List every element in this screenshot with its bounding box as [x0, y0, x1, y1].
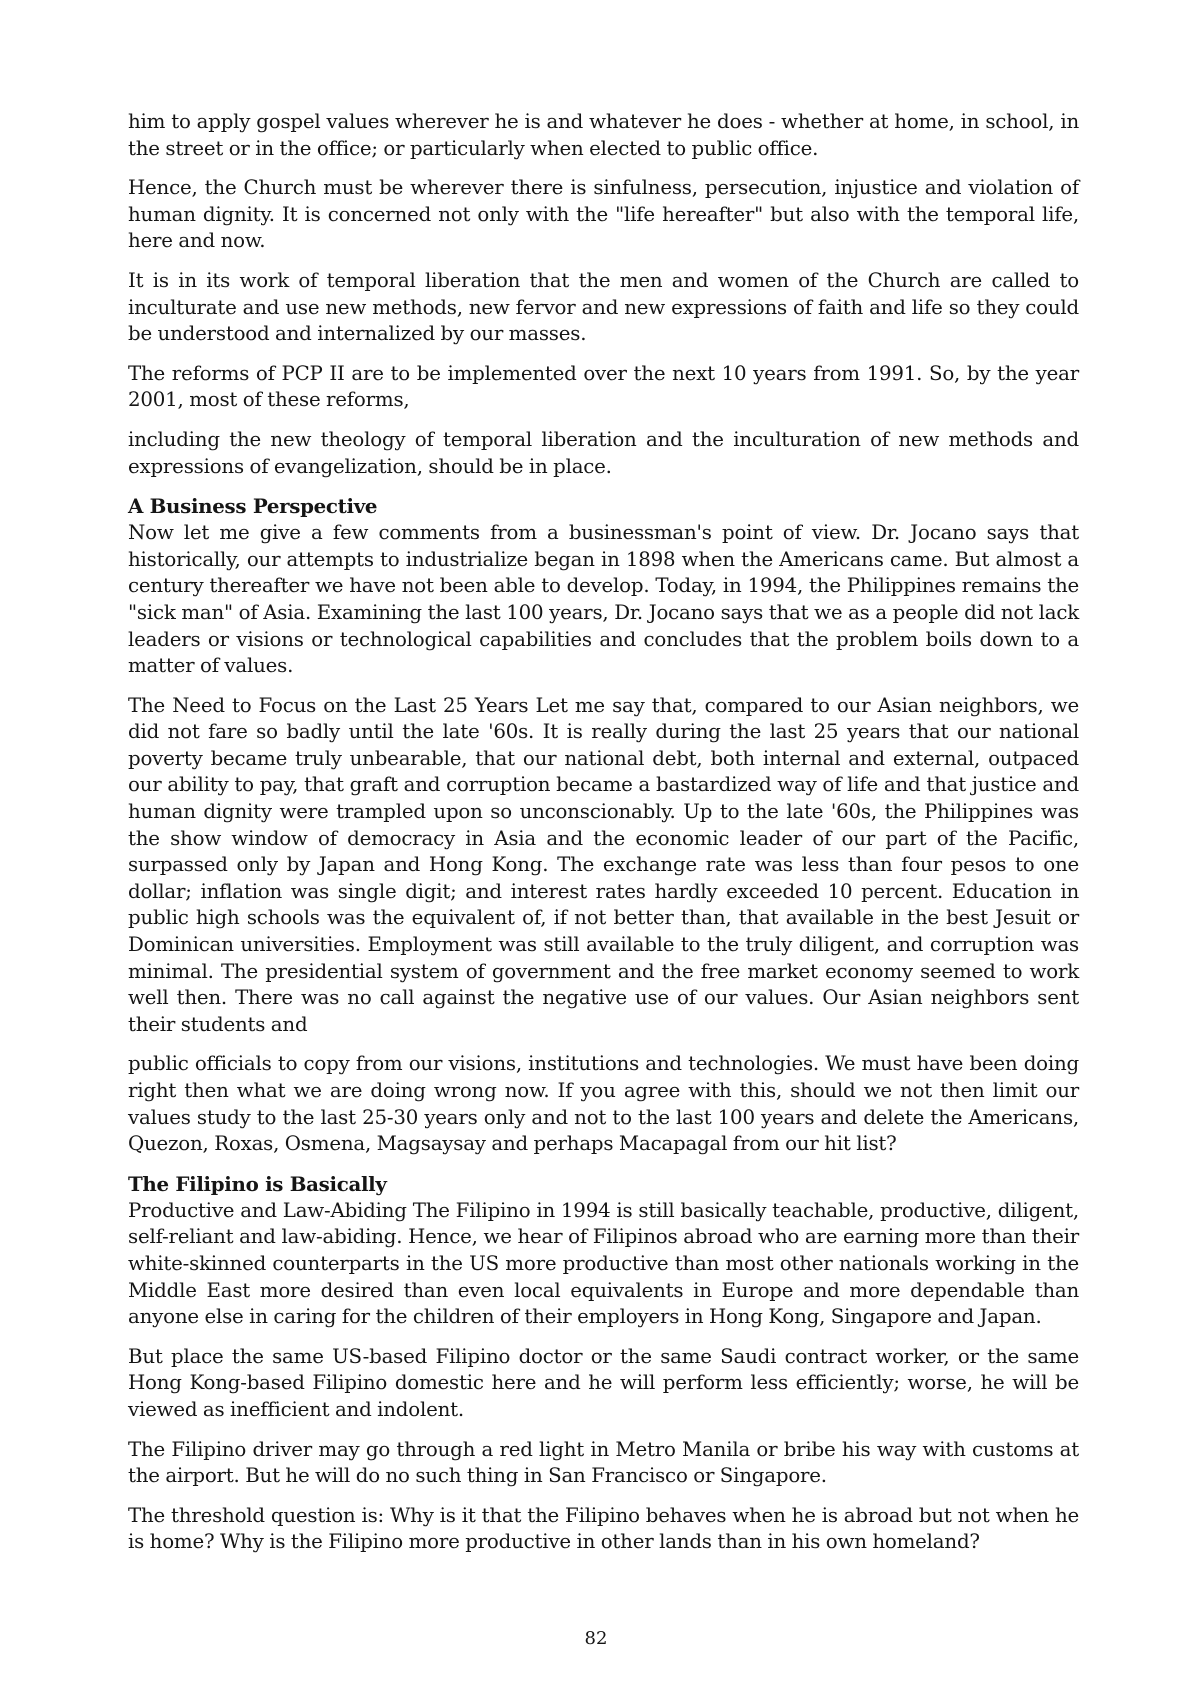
paragraph-text: including the new theology of temporal liberation and the inculturation of new methods and expressions of evangelization, should be in place. — [128, 427, 1079, 478]
section-heading: A Business Perspective — [128, 494, 378, 519]
paragraph — [128, 268, 1079, 348]
paragraph — [128, 693, 1079, 1039]
paragraph — [128, 1344, 1079, 1424]
section-heading: The Filipino is Basically — [128, 1171, 387, 1196]
section-business-perspective — [128, 493, 1079, 680]
paragraph — [128, 427, 1079, 480]
paragraph-text: Productive and Law-Abiding The Filipino in 1994 is still basically teachable, productive, diligent, self-reliant and law-abiding. Hence, we hear of Filipinos abroad who are earning more than their white-skinned counterparts in the US more productive than most other nationals working in the Middle East more desired than even local equivalents in Europe and more dependable than anyone else in caring for the children of their employers in Hong Kong, Singapore and Japan. — [128, 1198, 1079, 1329]
paragraph-text: Now let me give a few comments from a businessman's point of view. Dr. Jocano says that historically, our attempts to industrialize began in 1898 when the Americans came. But almost a century thereafter we have not been able to develop. Today, in 1994, the Philippines remains the "sick man" of Asia. Examining the last 100 years, Dr. Jocano says that we as a people did not lack leaders or visions or technological capabilities and concludes that the problem boils down to a matter of values. — [128, 521, 1079, 678]
paragraph — [128, 109, 1079, 162]
paragraph — [128, 1503, 1079, 1556]
paragraph-text: The Need to Focus on the Last 25 Years Let me say that, compared to our Asian neighbors, we did not fare so badly until the late '60s. It is really during the last 25 years that our national poverty became truly unbearable, that our national debt, both internal and external, outpaced our ability to pay, that graft and corruption became a bastardized way of life and that justice and human dignity were trampled upon so unconscionably. Up to the late '60s, the Philippines was the show window of democracy in Asia and the economic leader of our part of the Pacific, surpassed only by Japan and Hong Kong. The exchange rate was less than four pesos to one dollar; inflation was single digit; and interest rates hardly exceeded 10 percent. Education in public high schools was the equivalent of, if not better than, that available in the best Jesuit or Dominican universities. Employment was still available to the truly diligent, and corruption was minimal. The presidential system of government and the free market economy seemed to work well then. There was no call against the negative use of our values. Our Asian neighbors sent their students and — [128, 693, 1079, 1036]
paragraph-text: The reforms of PCP II are to be implemented over the next 10 years from 1991. So, by the year 2001, most of these reforms, — [128, 361, 1079, 412]
paragraph — [128, 361, 1079, 414]
paragraph — [128, 175, 1079, 255]
paragraph — [128, 1437, 1079, 1490]
paragraph-text: public officials to copy from our visions, institutions and technologies. We must have been doing right then what we are doing wrong now. If you agree with this, should we not then limit our values study to the last 25-30 years only and not to the last 100 years and delete the Americans, Quezon, Roxas, Osmena, Magsaysay and perhaps Macapagal from our hit list? — [128, 1052, 1079, 1156]
paragraph-text: him to apply gospel values wherever he is and whatever he does - whether at home, in school, in the street or in the office; or particularly when elected to public office. — [128, 110, 1079, 160]
paragraph-text: Hence, the Church must be wherever there is sinfulness, persecution, injustice and violation of human dignity. It is concerned not only with the "life hereafter" but also with the temporal life, here and now. — [128, 176, 1079, 253]
paragraph-text: The threshold question is: Why is it that the Filipino behaves when he is abroad but not when he is home? Why is the Filipino more productive in other lands than in his own homeland? — [128, 1503, 1079, 1554]
document-page — [128, 109, 1079, 1569]
paragraph-text: It is in its work of temporal liberation that the men and women of the Church are called to inculturate and use new methods, new fervor and new expressions of faith and life so they could be understood and internalized by our masses. — [128, 268, 1079, 346]
paragraph-text: But place the same US-based Filipino doctor or the same Saudi contract worker, or the same Hong Kong-based Filipino domestic here and he will perform less efficiently; worse, he will be viewed as inefficient and indolent. — [128, 1344, 1079, 1421]
paragraph-text: The Filipino driver may go through a red light in Metro Manila or bribe his way with customs at the airport. But he will do no such thing in San Francisco or Singapore. — [128, 1437, 1079, 1488]
section-filipino-basically — [128, 1171, 1079, 1331]
paragraph — [128, 1051, 1079, 1157]
page-number: 82 — [584, 1628, 608, 1649]
